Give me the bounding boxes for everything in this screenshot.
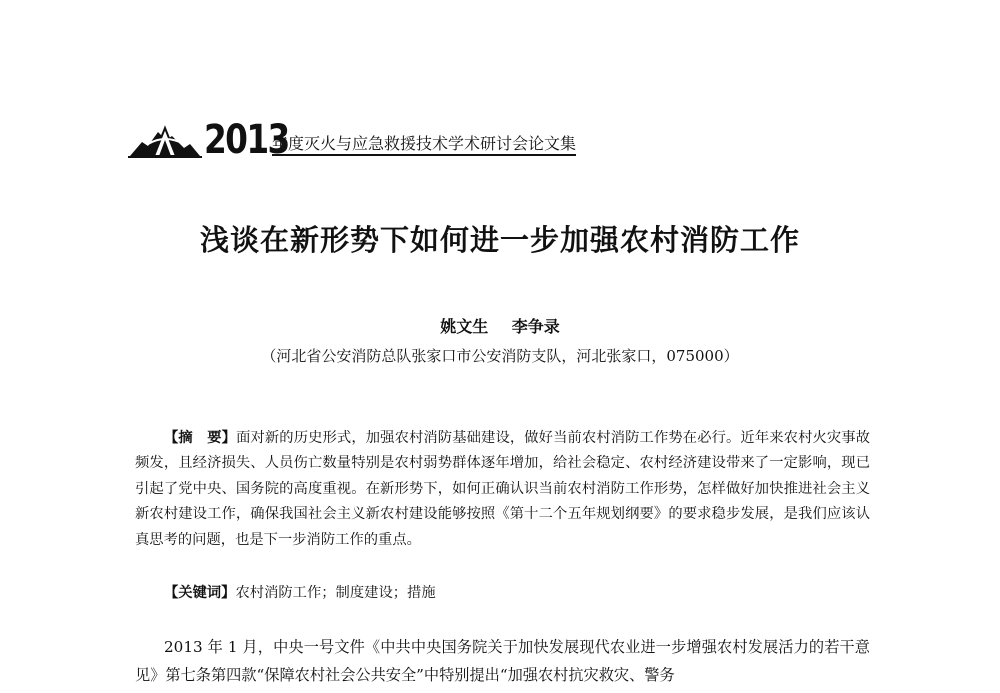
author-name: 李争录 [511, 317, 560, 336]
abstract-text: 面对新的历史形式，加强农村消防基础建设，做好当前农村消防工作势在必行。近年来农村火灾事故频发，且经济损失、人员伤亡数量特别是农村弱势群体逐年增加，给社会稳定、农村经济建设带来了一定影响，现已引起了党中央、国务院的高度重视。在新形势下，如何正确认识当前农村消防工作形势，怎样做好加快推进社会主义新农村建设工作，确保我国社会主义新农村建设能够按照《第十二个五年规划纲要》的要求稳步发展，是我们应该认真思考的问题，也是下一步消防工作的重点。 [135, 430, 871, 548]
keywords-text: 农村消防工作；制度建设；措施 [235, 585, 436, 601]
paper-title: 浅谈在新形势下如何进一步加强农村消防工作 [199, 223, 800, 257]
proceedings-header [128, 117, 577, 163]
author-list [0, 314, 1000, 337]
abstract [135, 426, 870, 553]
body-paragraph: 2013 年 1 月，中央一号文件《中共中央国务院关于加快发展现代农业进一步增强农村发展活力的若干意见》第七条第四款“保障农村社会公共安全”中特别提出“加强农村抗灾救灾、警务 [135, 638, 870, 684]
author-affiliation: （河北省公安消防总队张家口市公安消防支队，河北张家口，075000） [261, 347, 739, 365]
conference-logo-icon [128, 122, 202, 158]
abstract-label: 【摘 要】 [164, 430, 237, 446]
keywords-label: 【关键词】 [164, 585, 236, 601]
series-title: 年度灭火与应急救援技术学术研讨会论文集 [272, 135, 576, 156]
author-name: 姚文生 [440, 317, 489, 336]
conference-year: 2013 [204, 117, 289, 163]
keywords [164, 581, 436, 606]
